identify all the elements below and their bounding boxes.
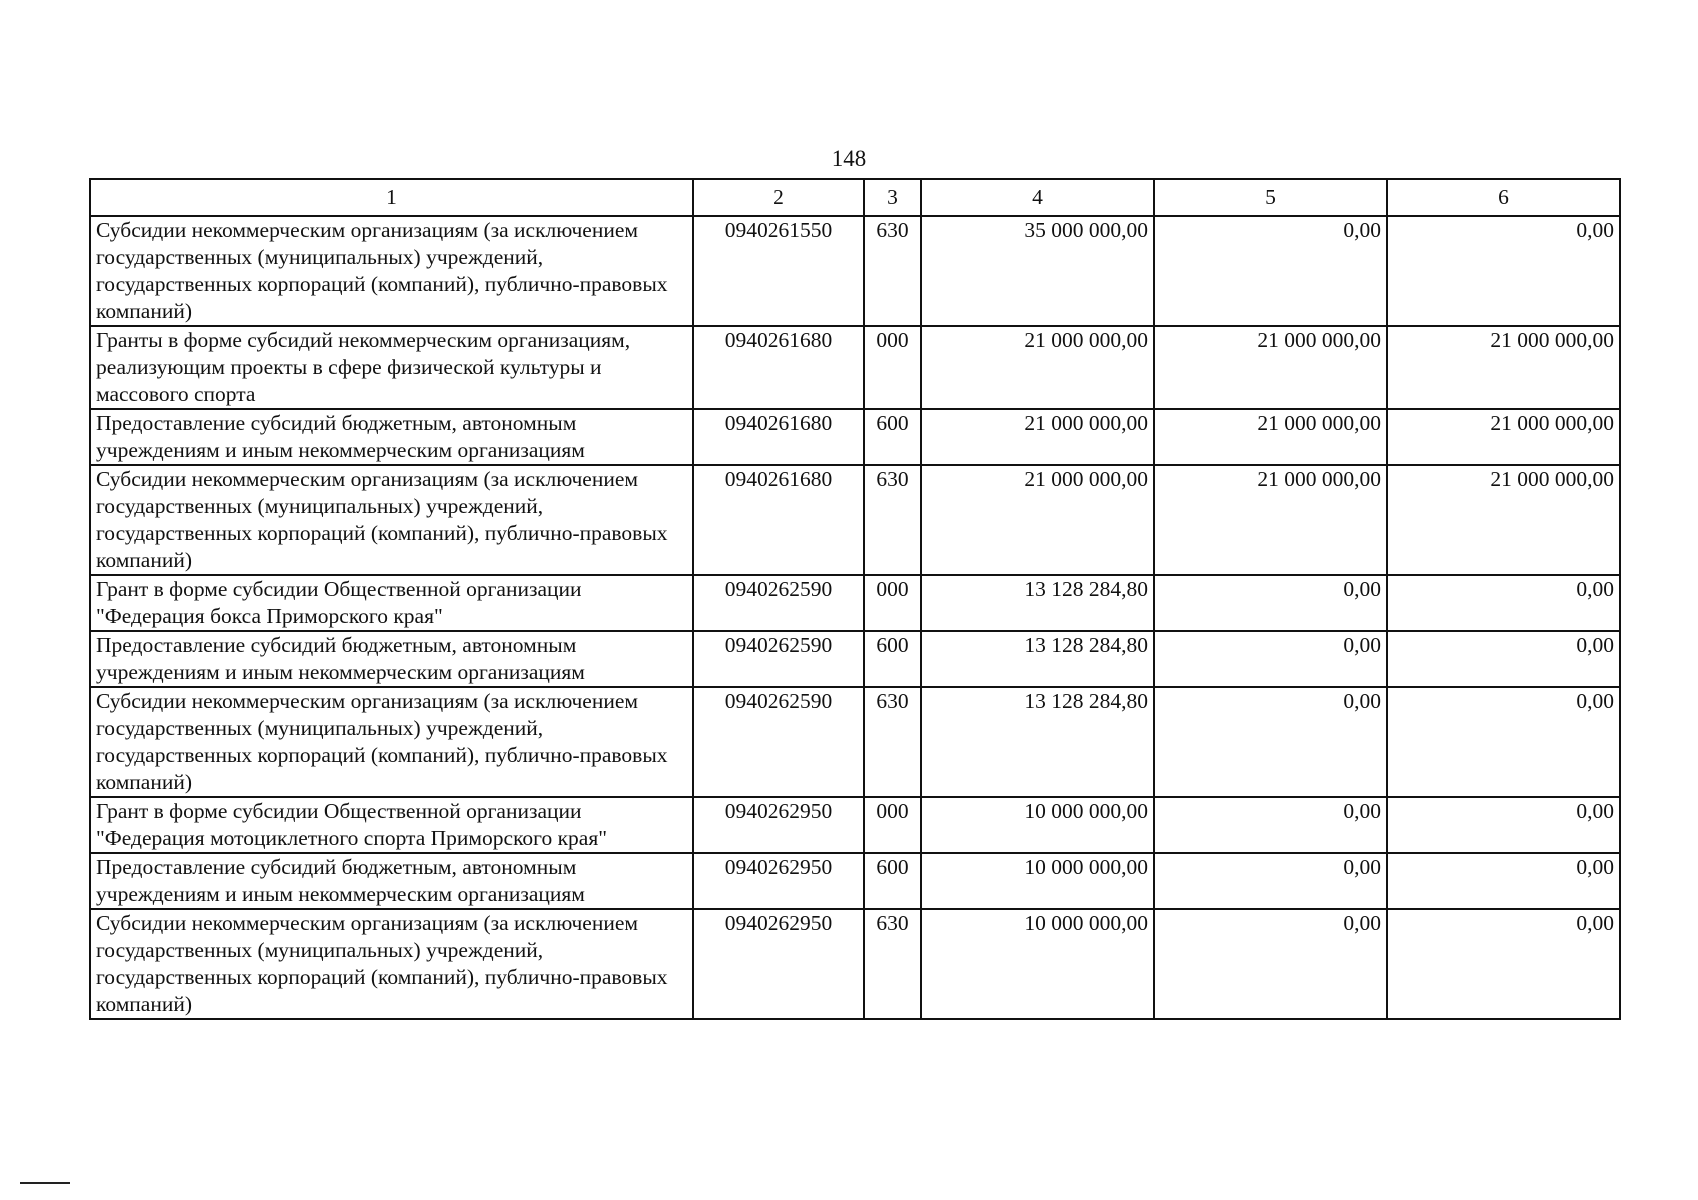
column-header: 5 bbox=[1154, 179, 1387, 216]
row-amount-5: 0,00 bbox=[1154, 575, 1387, 631]
row-amount-5: 0,00 bbox=[1154, 631, 1387, 687]
table-row bbox=[90, 216, 1620, 326]
row-code: 0940262590 bbox=[693, 575, 864, 631]
budget-table bbox=[89, 178, 1621, 1020]
row-amount-4: 35 000 000,00 bbox=[921, 216, 1154, 326]
table-row bbox=[90, 631, 1620, 687]
row-name: Субсидии некоммерческим организациям (за исключением государственных (муниципальных) учреждений, государственных корпораций (компаний), публично-правовых компаний) bbox=[90, 216, 693, 326]
row-amount-4: 21 000 000,00 bbox=[921, 409, 1154, 465]
row-amount-6: 0,00 bbox=[1387, 797, 1620, 853]
row-amount-4: 10 000 000,00 bbox=[921, 853, 1154, 909]
row-code: 0940262950 bbox=[693, 853, 864, 909]
row-amount-4: 21 000 000,00 bbox=[921, 465, 1154, 575]
row-name: Предоставление субсидий бюджетным, автономным учреждениям и иным некоммерческим организациям bbox=[90, 853, 693, 909]
table-row bbox=[90, 409, 1620, 465]
row-name: Субсидии некоммерческим организациям (за исключением государственных (муниципальных) учреждений, государственных корпораций (компаний), публично-правовых компаний) bbox=[90, 687, 693, 797]
table-row bbox=[90, 687, 1620, 797]
footer-divider bbox=[20, 1182, 70, 1184]
column-header: 3 bbox=[864, 179, 921, 216]
row-code: 0940261680 bbox=[693, 326, 864, 409]
row-amount-4: 13 128 284,80 bbox=[921, 687, 1154, 797]
row-amount-4: 13 128 284,80 bbox=[921, 631, 1154, 687]
row-code: 0940262590 bbox=[693, 687, 864, 797]
row-type: 630 bbox=[864, 909, 921, 1019]
row-type: 630 bbox=[864, 687, 921, 797]
row-type: 000 bbox=[864, 797, 921, 853]
table-row bbox=[90, 909, 1620, 1019]
row-name: Субсидии некоммерческим организациям (за исключением государственных (муниципальных) учреждений, государственных корпораций (компаний), публично-правовых компаний) bbox=[90, 465, 693, 575]
row-amount-5: 0,00 bbox=[1154, 216, 1387, 326]
row-amount-6: 0,00 bbox=[1387, 631, 1620, 687]
row-amount-5: 21 000 000,00 bbox=[1154, 409, 1387, 465]
row-code: 0940262950 bbox=[693, 797, 864, 853]
row-code: 0940262950 bbox=[693, 909, 864, 1019]
row-amount-6: 0,00 bbox=[1387, 216, 1620, 326]
column-header: 2 bbox=[693, 179, 864, 216]
row-amount-5: 0,00 bbox=[1154, 909, 1387, 1019]
row-amount-6: 21 000 000,00 bbox=[1387, 409, 1620, 465]
row-type: 600 bbox=[864, 409, 921, 465]
row-amount-5: 0,00 bbox=[1154, 797, 1387, 853]
row-amount-4: 21 000 000,00 bbox=[921, 326, 1154, 409]
row-type: 630 bbox=[864, 465, 921, 575]
row-type: 000 bbox=[864, 575, 921, 631]
row-name: Субсидии некоммерческим организациям (за исключением государственных (муниципальных) учреждений, государственных корпораций (компаний), публично-правовых компаний) bbox=[90, 909, 693, 1019]
row-name: Грант в форме субсидии Общественной организации "Федерация бокса Приморского края" bbox=[90, 575, 693, 631]
row-amount-6: 21 000 000,00 bbox=[1387, 465, 1620, 575]
column-header: 4 bbox=[921, 179, 1154, 216]
row-amount-6: 0,00 bbox=[1387, 687, 1620, 797]
page-number: 148 bbox=[831, 146, 867, 171]
row-type: 600 bbox=[864, 631, 921, 687]
table-row bbox=[90, 797, 1620, 853]
row-amount-4: 10 000 000,00 bbox=[921, 909, 1154, 1019]
row-amount-5: 21 000 000,00 bbox=[1154, 326, 1387, 409]
table-row bbox=[90, 326, 1620, 409]
row-amount-4: 10 000 000,00 bbox=[921, 797, 1154, 853]
row-amount-4: 13 128 284,80 bbox=[921, 575, 1154, 631]
row-code: 0940261680 bbox=[693, 409, 864, 465]
row-code: 0940261680 bbox=[693, 465, 864, 575]
row-amount-5: 0,00 bbox=[1154, 853, 1387, 909]
row-amount-6: 0,00 bbox=[1387, 853, 1620, 909]
row-type: 000 bbox=[864, 326, 921, 409]
row-code: 0940262590 bbox=[693, 631, 864, 687]
column-header: 1 bbox=[90, 179, 693, 216]
row-amount-6: 21 000 000,00 bbox=[1387, 326, 1620, 409]
row-type: 600 bbox=[864, 853, 921, 909]
row-amount-6: 0,00 bbox=[1387, 909, 1620, 1019]
row-name: Предоставление субсидий бюджетным, автономным учреждениям и иным некоммерческим организациям bbox=[90, 631, 693, 687]
row-name: Гранты в форме субсидий некоммерческим организациям, реализующим проекты в сфере физической культуры и массового спорта bbox=[90, 326, 693, 409]
row-code: 0940261550 bbox=[693, 216, 864, 326]
table-row bbox=[90, 853, 1620, 909]
row-type: 630 bbox=[864, 216, 921, 326]
table-row bbox=[90, 465, 1620, 575]
row-amount-5: 0,00 bbox=[1154, 687, 1387, 797]
column-header: 6 bbox=[1387, 179, 1620, 216]
row-name: Предоставление субсидий бюджетным, автономным учреждениям и иным некоммерческим организациям bbox=[90, 409, 693, 465]
table-row bbox=[90, 575, 1620, 631]
row-name: Грант в форме субсидии Общественной организации "Федерация мотоциклетного спорта Приморского края" bbox=[90, 797, 693, 853]
row-amount-5: 21 000 000,00 bbox=[1154, 465, 1387, 575]
row-amount-6: 0,00 bbox=[1387, 575, 1620, 631]
header-row bbox=[90, 179, 1620, 216]
